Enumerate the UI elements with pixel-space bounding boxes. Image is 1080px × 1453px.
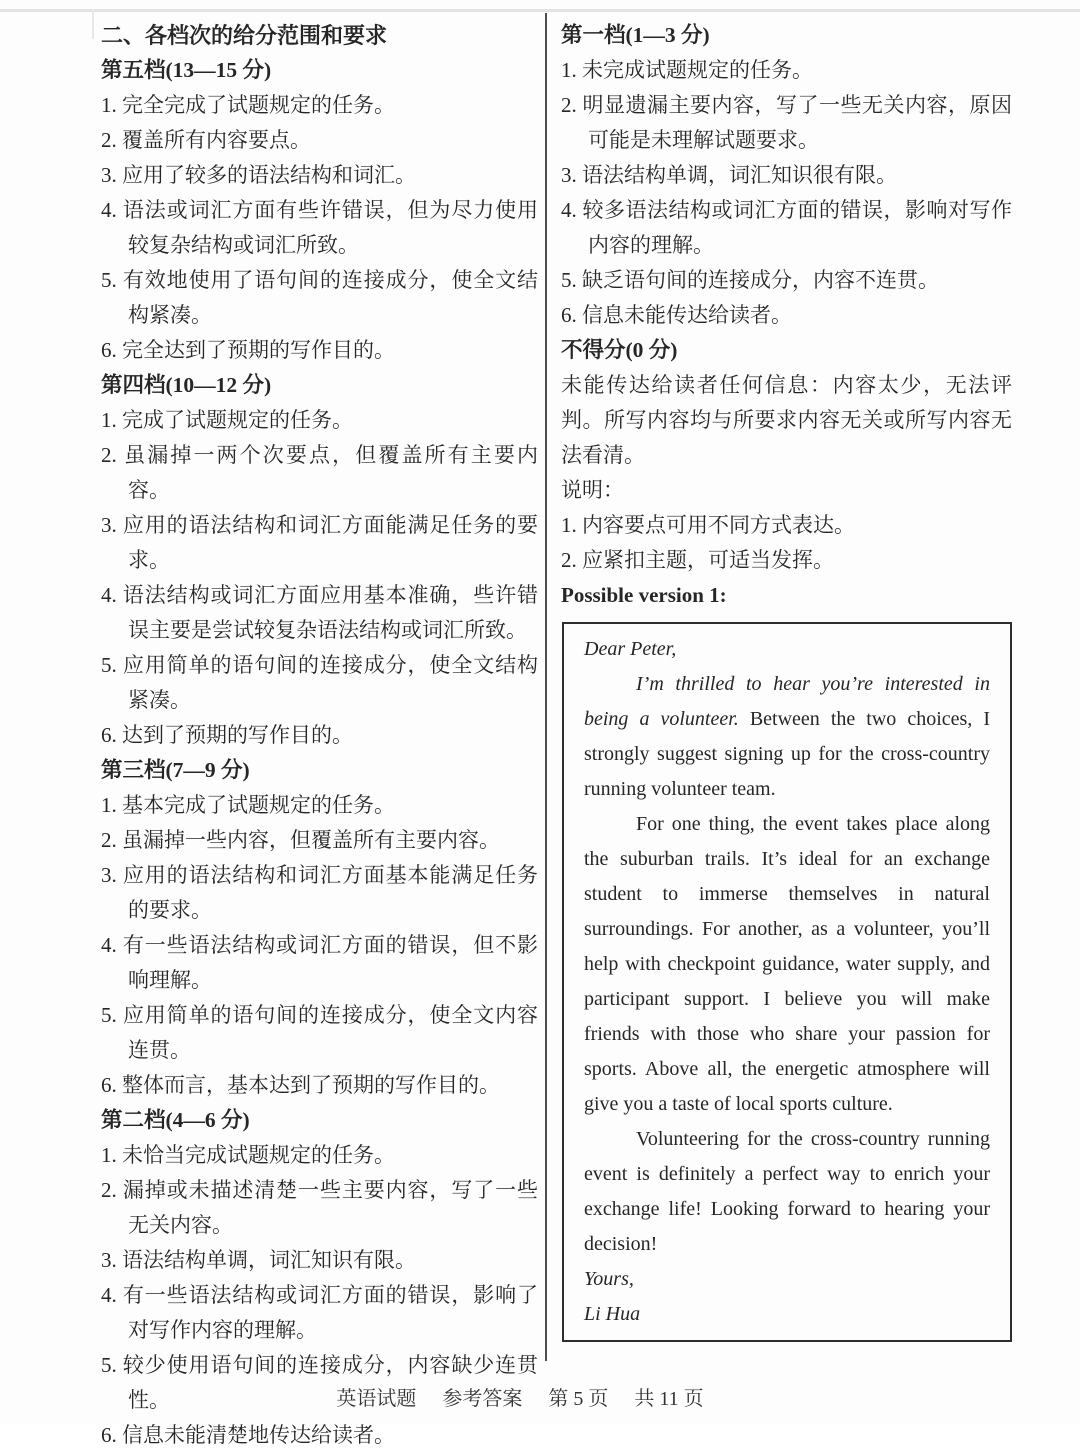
note-item: 1. 内容要点可用不同方式表达。: [561, 513, 855, 537]
rubric-item: 2. 明显遗漏主要内容，写了一些无关内容，原因可能是未理解试题要求。: [561, 93, 1012, 152]
band-1-section: [561, 18, 1012, 333]
band-3-section: [101, 753, 538, 1103]
letter-signature: Li Hua: [584, 1303, 641, 1325]
page-footer: [0, 1382, 1040, 1411]
rubric-item: 4. 较多语法结构或词汇方面的错误，影响对写作内容的理解。: [561, 198, 1012, 257]
band-4-section: [101, 368, 538, 753]
possible-version-label: Possible version 1:: [561, 583, 727, 607]
rubric-item: 5. 有效地使用了语句间的连接成分，使全文结构紧凑。: [101, 268, 538, 327]
rubric-item: 3. 应用了较多的语法结构和词汇。: [101, 163, 416, 187]
letter-italic-lead: I’m thrilled to hear you’re interested in being a volunteer.: [584, 673, 990, 730]
rubric-item: 6. 整体而言，基本达到了预期的写作目的。: [101, 1073, 500, 1097]
rubric-item: 4. 语法或词汇方面有些许错误，但为尽力使用较复杂结构或词汇所致。: [101, 198, 538, 257]
rubric-item: 6. 信息未能清楚地传达给读者。: [101, 1423, 395, 1447]
rubric-item: 3. 应用的语法结构和词汇方面基本能满足任务的要求。: [101, 863, 538, 922]
rubric-item: 2. 覆盖所有内容要点。: [101, 128, 311, 152]
rubric-item: 6. 达到了预期的写作目的。: [101, 723, 353, 747]
left-column: [0, 13, 545, 1453]
right-column: [545, 13, 1080, 1453]
letter-paragraph: Volunteering for the cross-country running event is definitely a perfect way to enrich your exchange life! Looking forward to hearing your decision!: [584, 1128, 990, 1255]
letter-paragraph: [584, 667, 990, 807]
rubric-item: 6. 信息未能传达给读者。: [561, 303, 792, 327]
band-1-heading: 第一档(1—3 分): [561, 23, 710, 47]
band-2-heading: 第二档(4—6 分): [101, 1108, 250, 1132]
band-4-heading: 第四档(10—12 分): [101, 373, 272, 397]
rubric-item: 5. 应用简单的语句间的连接成分，使全文结构紧凑。: [101, 653, 538, 712]
rubric-item: 3. 语法结构单调，词汇知识很有限。: [561, 163, 897, 187]
band-5-heading: 第五档(13—15 分): [101, 58, 272, 82]
rubric-item: 3. 语法结构单调，词汇知识有限。: [101, 1248, 416, 1272]
rubric-item: 5. 应用简单的语句间的连接成分，使全文内容连贯。: [101, 1003, 538, 1062]
band-3-heading: 第三档(7—9 分): [101, 758, 250, 782]
rubric-item: 1. 完全完成了试题规定的任务。: [101, 93, 395, 117]
two-column-layout: [0, 13, 1080, 1453]
letter-salutation: Dear Peter,: [584, 638, 677, 660]
footer-page-total: 共 11 页: [634, 1388, 704, 1410]
band-5-section: [101, 53, 538, 368]
rubric-item: 6. 完全达到了预期的写作目的。: [101, 338, 395, 362]
zero-score-text: 未能传达给读者任何信息：内容太少，无法评判。所写内容均与所要求内容无关或所写内容无法看清。: [561, 373, 1012, 467]
rubric-item: 2. 漏掉或未描述清楚一些主要内容，写了一些无关内容。: [101, 1178, 538, 1237]
zero-score-section: [561, 333, 1012, 473]
rubric-item: 5. 较少使用语句间的连接成分，内容缺少连贯性。: [101, 1353, 538, 1412]
letter-paragraph: For one thing, the event takes place along the suburban trails. It’s ideal for an exchange student to immerse themselves in natural surroundings. For another, as a volunteer, you’ll help with checkpoint guidance, water supply, and participant support. I believe you will make friends with those who share your passion for sports. Above all, the energetic atmosphere will give you a taste of local sports culture.: [584, 813, 990, 1115]
rubric-item: 1. 未完成试题规定的任务。: [561, 58, 813, 82]
rubric-item: 2. 虽漏掉一两个次要点，但覆盖所有主要内容。: [101, 443, 538, 502]
footer-exam-title: 英语试题: [336, 1388, 417, 1410]
section-title: 二、各档次的给分范围和要求: [101, 23, 388, 48]
notes-heading: 说明：: [561, 478, 624, 502]
sample-letter-box: [562, 622, 1012, 1342]
footer-answer-label: 参考答案: [442, 1388, 523, 1410]
rubric-item: 1. 未恰当完成试题规定的任务。: [101, 1143, 395, 1167]
rubric-item: 3. 应用的语法结构和词汇方面能满足任务的要求。: [101, 513, 538, 572]
rubric-item: 5. 缺乏语句间的连接成分，内容不连贯。: [561, 268, 939, 292]
rubric-item: 1. 基本完成了试题规定的任务。: [101, 793, 395, 817]
note-item: 2. 应紧扣主题，可适当发挥。: [561, 548, 834, 572]
letter-closing: Yours,: [584, 1268, 634, 1290]
rubric-item: 4. 有一些语法结构或词汇方面的错误，影响了对写作内容的理解。: [101, 1283, 538, 1342]
notes-section: [561, 473, 1012, 578]
footer-page-number: 第 5 页: [548, 1388, 609, 1410]
rubric-item: 1. 完成了试题规定的任务。: [101, 408, 353, 432]
scan-edge-top: [0, 9, 1080, 12]
rubric-item: 4. 语法结构或词汇方面应用基本准确，些许错误主要是尝试较复杂语法结构或词汇所致。: [101, 583, 538, 642]
zero-score-heading: 不得分(0 分): [561, 338, 678, 362]
letter-paragraph-rest: Between the two choices, I strongly suggest signing up for the cross-country running volunteer team.: [584, 708, 990, 800]
rubric-item: 4. 有一些语法结构或词汇方面的错误，但不影响理解。: [101, 933, 538, 992]
rubric-item: 2. 虽漏掉一些内容，但覆盖所有主要内容。: [101, 828, 500, 852]
